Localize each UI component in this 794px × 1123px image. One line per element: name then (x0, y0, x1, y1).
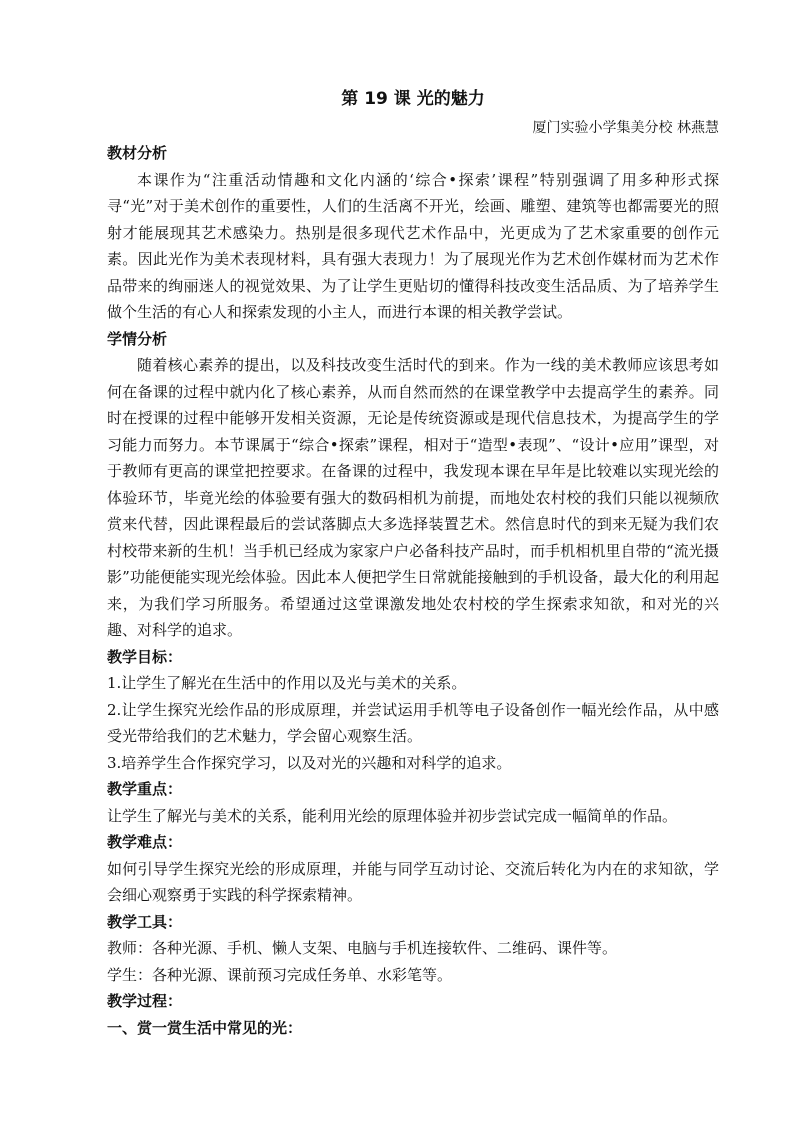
goal-item-1: 1.让学生了解光在生活中的作用以及光与美术的关系。 (107, 674, 467, 692)
goal-item-2: 2.让学生探究光绘作品的形成原理，并尝试运用手机等电子设备创作一幅光绘作品，从中感受光带给我们的艺术魅力，学会留心观察生活。 (107, 700, 719, 745)
paragraph-student-analysis: 随着核心素养的提出，以及科技改变生活时代的到来。作为一线的美术教师应该思考如何在备课的过程中就内化了核心素养，从而自然而然的在课堂教学中去提高学生的素养。同时在授课的过程中能够开发相关资源，无论是传统资源或是现代信息技术，为提高学生的学习能力而努力。本节课属于“综合•探索”课程，相对于“造型•表现”、“设计•应用”课型，对于教师有更高的课堂把控要求。在备课的过程中，我发现本课在早年是比较难以实现光绘的体验环节，毕竟光绘的体验要有强大的数码相机为前提，而地处农村校的我们只能以视频欣赏来代替，因此课程最后的尝试落脚点大多选择装置艺术。然信息时代的到来无疑为我们农村校带来新的生机！当手机已经成为家家户户必备科技产品时，而手机相机里自带的“流光摄影”功能便能实现光绘体验。因此本人便把学生日常就能接触到的手机设备，最大化的利用起来，为我们学习所服务。希望通过这堂课激发地处农村校的学生探索求知欲，和对光的兴趣、对科学的追求。 (107, 356, 719, 639)
heading-teaching-goals: 教学目标： (107, 647, 183, 666)
lesson-title: 第 19 课 光的魅力 (341, 89, 485, 109)
heading-teaching-tools: 教学工具： (107, 912, 183, 931)
heading-key-points: 教学重点： (107, 780, 183, 798)
heading-material-analysis: 教材分析 (107, 144, 168, 162)
paragraph-difficulties: 如何引导学生探究光绘的形成原理，并能与同学互动讨论、交流后转化为内在的求知欲，学会细心观察勇于实践的科学探索精神。 (107, 859, 719, 904)
paragraph-key-points: 让学生了解光与美术的关系，能利用光绘的原理体验并初步尝试完成一幅简单的作品。 (107, 806, 678, 825)
heading-student-analysis: 学情分析 (107, 329, 168, 348)
tools-student: 学生：各种光源、课前预习完成任务单、水彩笔等。 (107, 965, 453, 984)
tools-teacher: 教师：各种光源、手机、懒人支架、电脑与手机连接软件、二维码、课件等。 (107, 939, 618, 957)
subheading-process-step-1: 一、赏一赏生活中常见的光： (107, 1018, 303, 1037)
author-line: 厦门实验小学集美分校 林燕慧 (532, 120, 719, 136)
heading-difficulties: 教学难点： (107, 833, 183, 851)
paragraph-material-analysis: 本课作为“注重活动情趣和文化内涵的‘综合•探索’课程”特别强调了用多种形式探寻“光”对于美术创作的重要性，人们的生活离不开光，绘画、雕塑、建筑等也都需要光的照射才能展现其艺术感染力。热别是很多现代艺术作品中，光更成为了艺术家重要的创作元素。因此光作为美术表现材料，具有强大表现力！为了展现光作为艺术创作媒材而为艺术作品带来的绚丽迷人的视觉效果、为了让学生更贴切的懂得科技改变生活品质、为了培养学生做个生活的有心人和探索发现的小主人，而进行本课的相关教学尝试。 (107, 170, 719, 321)
heading-teaching-process: 教学过程： (107, 992, 183, 1010)
document-body (107, 82, 719, 1041)
goal-item-3: 3.培养学生合作探究学习，以及对光的兴趣和对科学的追求。 (107, 753, 512, 772)
